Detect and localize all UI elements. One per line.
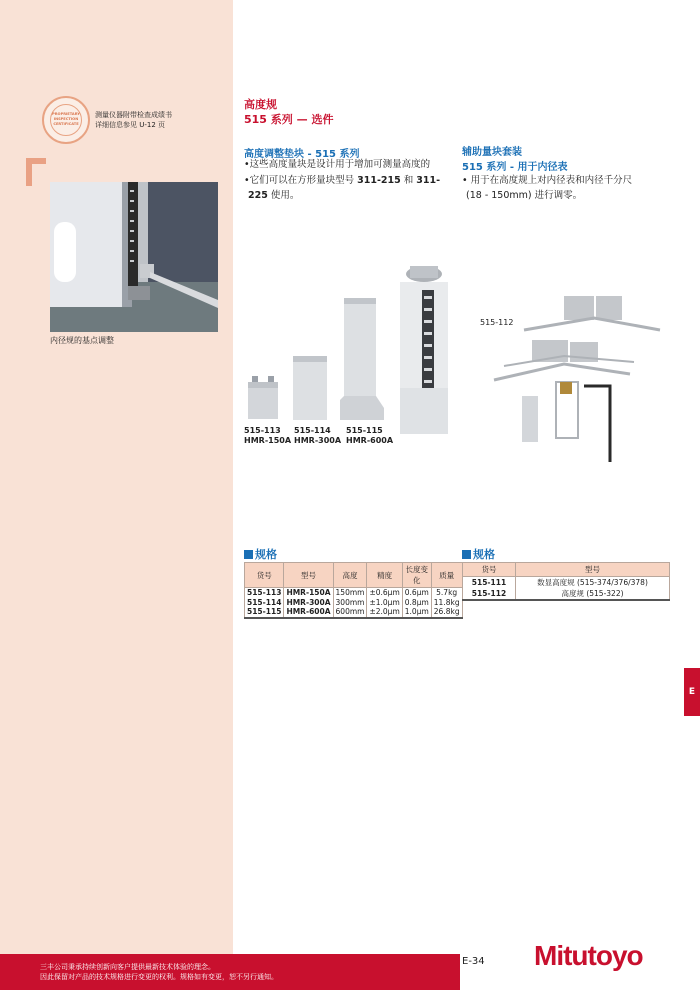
seal-line-1: PROPRIETARY bbox=[52, 112, 80, 116]
spec-right-table bbox=[462, 562, 670, 601]
table-header-row: 货号 型号 bbox=[463, 563, 670, 577]
seal-note bbox=[95, 110, 172, 130]
page-title: 高度规 bbox=[244, 98, 277, 111]
page-number: E-34 bbox=[462, 956, 485, 967]
footer-disclaimer: 三丰公司秉承持续创新向客户提供最新技术体验的理念。 因此保留对产品的技术规格进行变更的权利。规格如有变更，恕不另行通知。 bbox=[40, 963, 278, 981]
table-row: 515-115 HMR-600A 600mm ±2.0μm 1.0μm 26.8kg bbox=[245, 607, 463, 618]
right-bullet-2: (18 - 150mm) 进行调零。 bbox=[466, 190, 583, 201]
photo-caption: 内径规的基点调整 bbox=[50, 336, 114, 345]
height-gauge-photo bbox=[50, 182, 218, 332]
page-subtitle: 515 系列 — 选件 bbox=[244, 113, 334, 126]
left-bullet-2: •它们可以在方形量块型号 311-215 和 311- bbox=[244, 175, 441, 186]
left-section-title: 高度调整垫块 - 515 系列 bbox=[244, 149, 360, 160]
spec-right-title: 规格 bbox=[462, 546, 495, 562]
spec-left-table bbox=[244, 562, 463, 619]
product-label-115: 515-115 HMR-600A bbox=[346, 426, 394, 445]
seal-line-3: CERTIFICATE bbox=[53, 122, 79, 126]
kit-label: 515-112 bbox=[480, 318, 514, 327]
left-sidebar-panel bbox=[0, 0, 233, 990]
corner-bracket-decoration bbox=[26, 158, 46, 186]
table-row: 515-114 HMR-300A 300mm ±1.0μm 0.8μm 11.8kg bbox=[245, 598, 463, 608]
spec-left-title: 规格 bbox=[244, 546, 277, 562]
height-blocks-illustration bbox=[240, 262, 455, 437]
mitutoyo-logo: Mitutoyo bbox=[534, 940, 643, 971]
table-row: 515-113 HMR-150A 150mm ±0.6μm 0.6μm 5.7kg bbox=[245, 588, 463, 598]
right-section-subtitle: 515 系列 - 用于内径表 bbox=[462, 162, 568, 173]
product-label-113: 515-113 HMR-150A bbox=[244, 426, 292, 445]
inspection-certificate-seal bbox=[42, 96, 90, 144]
seal-note-line1: 测量仪器附带检查成绩书 bbox=[95, 111, 172, 119]
table-row: 515-112 高度规 (515-322) bbox=[463, 588, 670, 600]
right-bullet-1: • 用于在高度规上对内径表和内径千分尺 bbox=[462, 175, 633, 186]
table-row: 515-111 数显高度规 (515-374/376/378) bbox=[463, 577, 670, 589]
gauge-block-kit-illustration bbox=[484, 290, 664, 465]
seal-note-line2: 详细信息参见 U-12 页 bbox=[95, 121, 166, 129]
table-header-row: 货号 型号 高度 精度 长度变化 质量 bbox=[245, 563, 463, 588]
left-bullet-2-cont: 225 使用。 bbox=[248, 190, 300, 201]
seal-line-2: INSPECTION bbox=[53, 117, 79, 121]
section-tab-e[interactable]: E bbox=[684, 668, 700, 716]
product-label-114: 515-114 HMR-300A bbox=[294, 426, 342, 445]
left-bullet-1: •这些高度量块是设计用于增加可测量高度的 bbox=[244, 159, 431, 170]
right-section-title: 辅助量块套装 bbox=[462, 147, 522, 158]
